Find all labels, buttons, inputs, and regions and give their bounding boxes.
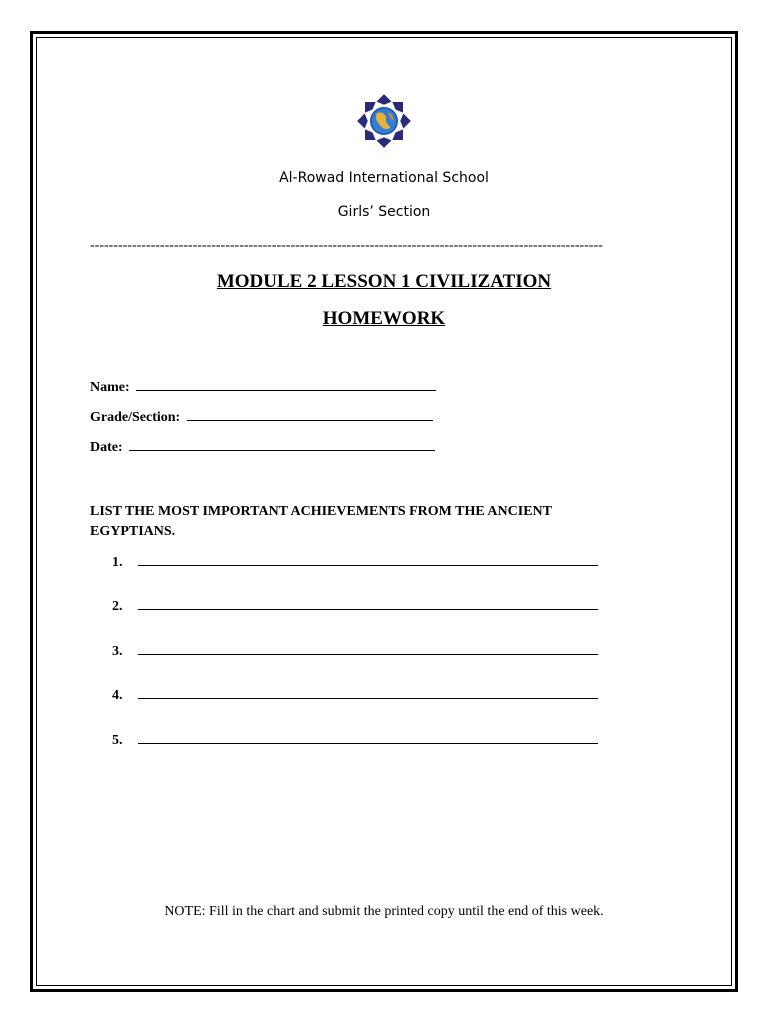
footer-note: NOTE: Fill in the chart and submit the printed copy until the end of this week. — [164, 904, 604, 919]
date-blank-line[interactable] — [129, 438, 435, 451]
answer-blank-line[interactable] — [138, 597, 598, 610]
school-name: Al-Rowad International School — [279, 170, 489, 186]
question-text: LIST THE MOST IMPORTANT ACHIEVEMENTS FROM THE ANCIENT EGYPTIANS. — [90, 504, 552, 539]
date-label: Date: — [90, 440, 123, 455]
name-label: Name: — [90, 380, 130, 395]
page-title: MODULE 2 LESSON 1 CIVILIZATION — [216, 271, 552, 292]
answer-item — [112, 553, 598, 571]
grade-section-label: Grade/Section: — [90, 410, 181, 425]
answer-blank-line[interactable] — [138, 686, 598, 699]
grade-section-field — [90, 408, 433, 426]
date-field — [90, 438, 435, 456]
answer-blank-line[interactable] — [138, 553, 598, 566]
answer-item — [112, 597, 598, 615]
header-divider: -------------------------------------------------------------------------------------------------------------- — [90, 238, 603, 253]
answer-number: 3. — [112, 644, 123, 659]
answer-number: 5. — [112, 733, 123, 748]
school-crest-globe-icon — [355, 92, 413, 150]
grade-section-blank-line[interactable] — [187, 408, 433, 421]
answer-blank-line[interactable] — [138, 731, 598, 744]
school-section: Girls’ Section — [337, 204, 431, 220]
answer-item — [112, 686, 598, 704]
page-subtitle: HOMEWORK — [322, 308, 446, 329]
name-field — [90, 378, 436, 396]
name-blank-line[interactable] — [136, 378, 436, 391]
answer-number: 4. — [112, 688, 123, 703]
answer-number: 2. — [112, 599, 123, 614]
answer-item — [112, 642, 598, 660]
answer-number: 1. — [112, 555, 123, 570]
answer-item — [112, 731, 598, 749]
answer-blank-line[interactable] — [138, 642, 598, 655]
